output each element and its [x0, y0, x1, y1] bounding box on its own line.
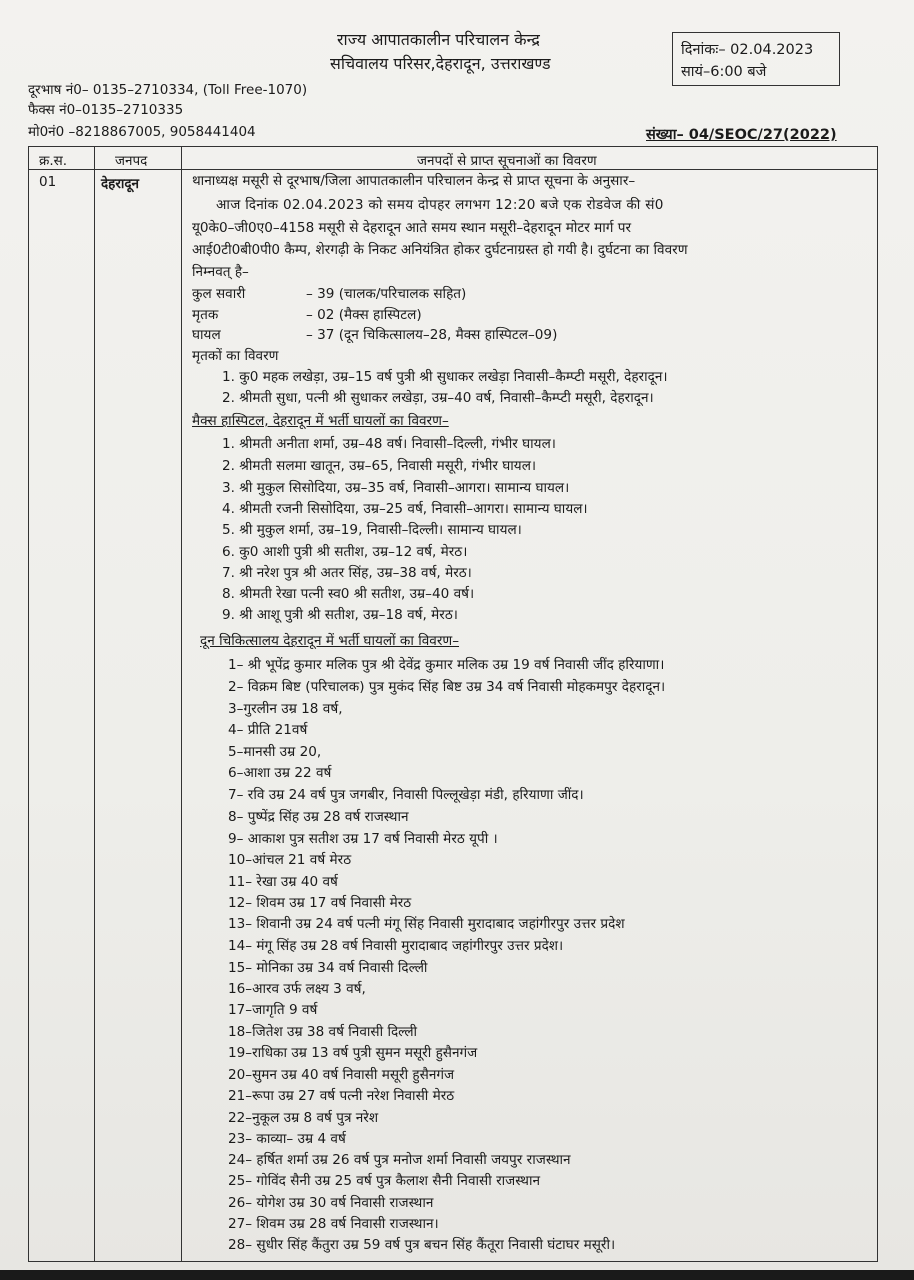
fax-number: फैक्स नं0–0135–2710335	[28, 102, 184, 118]
page-bottom-edge	[0, 1270, 914, 1280]
report-intro: थानाध्यक्ष मसूरी से दूरभाष/जिला आपातकालीन परिचालन केन्द्र से प्राप्त सूचना के अनुसार–	[192, 173, 636, 189]
stat-value: – 39 (चालक/परिचालक सहित)	[306, 286, 467, 302]
reference-number: संख्या– 04/SEOC/27(2022)	[646, 127, 837, 143]
deceased-item: 2. श्रीमती सुधा, पत्नी श्री सुधाकर लखेड़ा, उम्र–40 वर्ष, निवासी–कैम्प्टी मसूरी, देहरादून।	[222, 390, 654, 406]
doon-injured-item: 6–आशा उम्र 22 वर्ष	[228, 765, 332, 781]
max-injured-item: 2. श्रीमती सलमा खातून, उम्र–65, निवासी मसूरी, गंभीर घायल।	[222, 458, 537, 474]
stat-label: कुल सवारी	[192, 286, 246, 302]
doon-injured-item: 26– योगेश उम्र 30 वर्ष निवासी राजस्थान	[228, 1195, 434, 1211]
stat-label: घायल	[192, 327, 221, 343]
org-address: सचिवालय परिसर,देहरादून, उत्तराखण्ड	[330, 54, 551, 73]
doon-injured-item: 5–मानसी उम्र 20,	[228, 744, 322, 760]
doon-injured-item: 14– मंगू सिंह उम्र 28 वर्ष निवासी मुरादाबाद जहांगीरपुर उत्तर प्रदेश।	[228, 938, 564, 954]
time-text: सायं–6:00 बजे	[681, 64, 767, 80]
row-serial: 01	[39, 174, 57, 190]
doon-injured-item: 2– विक्रम बिष्ट (परिचालक) पुत्र मुकंद सिंह बिष्ट उम्र 34 वर्ष निवासी मोहकमपुर देहरादून।	[228, 679, 666, 695]
max-injured-item: 5. श्री मुकुल शर्मा, उम्र–19, निवासी–दिल्ली। सामान्य घायल।	[222, 522, 522, 538]
stat-value: – 02 (मैक्स हास्पिटल)	[306, 307, 422, 323]
doon-injured-item: 20–सुमन उम्र 40 वर्ष निवासी मसूरी हुसैनगंज	[228, 1067, 455, 1083]
header-divider	[29, 169, 877, 170]
header-details: जनपदों से प्राप्त सूचनाओं का विवरण	[417, 153, 597, 169]
max-injured-item: 7. श्री नरेश पुत्र श्री अतर सिंह, उम्र–38 वर्ष, मेरठ।	[222, 565, 472, 581]
report-paragraph-line: निम्नवत् है–	[192, 264, 249, 280]
doon-injured-item: 7– रवि उम्र 24 वर्ष पुत्र जगबीर, निवासी पिल्लूखेड़ा मंडी, हरियाणा जींद।	[228, 787, 584, 803]
doon-injured-item: 19–राधिका उम्र 13 वर्ष पुत्री सुमन मसूरी हुसैनगंज	[228, 1045, 478, 1061]
mobile-number: मो0नं0 –8218867005, 9058441404	[28, 124, 256, 140]
max-hospital-heading: मैक्स हास्पिटल, देहरादून में भर्ती घायलों का विवरण–	[192, 413, 449, 429]
deceased-item: 1. कु0 महक लखेड़ा, उम्र–15 वर्ष पुत्री श्री सुधाकर लखेड़ा निवासी–कैम्प्टी मसूरी, देहरादून।	[222, 369, 668, 385]
report-paragraph-line: आज दिनांक 02.04.2023 को समय दोपहर लगभग 12:20 बजे एक रोडवेज की सं0	[216, 197, 664, 213]
doon-injured-item: 18–जितेश उम्र 38 वर्ष निवासी दिल्ली	[228, 1024, 418, 1040]
row-district: देहरादून	[101, 176, 140, 192]
max-injured-item: 6. कु0 आशी पुत्री श्री सतीश, उम्र–12 वर्ष, मेरठ।	[222, 544, 468, 560]
doon-injured-item: 21–रूपा उम्र 27 वर्ष पत्नी नरेश निवासी मेरठ	[228, 1088, 455, 1104]
doon-injured-item: 24– हर्षित शर्मा उम्र 26 वर्ष पुत्र मनोज शर्मा निवासी जयपुर राजस्थान	[228, 1152, 571, 1168]
max-injured-item: 1. श्रीमती अनीता शर्मा, उम्र–48 वर्ष। निवासी–दिल्ली, गंभीर घायल।	[222, 436, 556, 452]
doon-injured-item: 1– श्री भूपेंद्र कुमार मलिक पुत्र श्री देवेंद्र कुमार मलिक उम्र 19 वर्ष निवासी जींद हरियाणा।	[228, 657, 665, 673]
doon-injured-item: 4– प्रीति 21वर्ष	[228, 722, 308, 738]
doon-injured-item: 28– सुधीर सिंह कैंतुरा उम्र 59 वर्ष पुत्र बचन सिंह कैंतूरा निवासी घंटाघर मसूरी।	[228, 1237, 616, 1253]
column-divider	[181, 147, 182, 1261]
max-injured-item: 3. श्री मुकुल सिसोदिया, उम्र–35 वर्ष, निवासी–आगरा। सामान्य घायल।	[222, 480, 570, 496]
phone-number: दूरभाष नं0– 0135–2710334, (Toll Free-1070)	[28, 82, 308, 98]
doon-injured-item: 12– शिवम उम्र 17 वर्ष निवासी मेरठ	[228, 895, 412, 911]
doon-injured-item: 25– गोविंद सैनी उम्र 25 वर्ष पुत्र कैलाश सैनी निवासी राजस्थान	[228, 1173, 541, 1189]
doon-injured-item: 3–गुरलीन उम्र 18 वर्ष,	[228, 701, 343, 717]
report-paragraph-line: आई0टी0बी0पी0 कैम्प, शेरगढ़ी के निकट अनियंत्रित होकर दुर्घटनाग्रस्त हो गयी है। दुर्घटना का विवरण	[192, 242, 688, 258]
doon-injured-item: 23– काव्या– उम्र 4 वर्ष	[228, 1131, 346, 1147]
doon-injured-item: 15– मोनिका उम्र 34 वर्ष निवासी दिल्ली	[228, 960, 428, 976]
doon-injured-item: 11– रेखा उम्र 40 वर्ष	[228, 874, 338, 890]
doon-injured-item: 27– शिवम उम्र 28 वर्ष निवासी राजस्थान।	[228, 1216, 439, 1232]
doon-injured-item: 22–नुकूल उम्र 8 वर्ष पुत्र नरेश	[228, 1110, 379, 1126]
max-injured-item: 9. श्री आशू पुत्री श्री सतीश, उम्र–18 वर्ष, मेरठ।	[222, 607, 458, 623]
doon-injured-item: 17–जागृति 9 वर्ष	[228, 1002, 318, 1018]
doon-injured-item: 8– पुष्पेंद्र सिंह उम्र 28 वर्ष राजस्थान	[228, 809, 409, 825]
doon-hospital-heading: दून चिकित्सालय देहरादून में भर्ती घायलों का विवरण–	[200, 633, 460, 649]
doon-injured-item: 16–आरव उर्फ लक्ष्य 3 वर्ष,	[228, 981, 366, 997]
stat-value: – 37 (दून चिकित्सालय–28, मैक्स हास्पिटल–09)	[306, 327, 558, 343]
doon-injured-item: 13– शिवानी उम्र 24 वर्ष पत्नी मंगू सिंह निवासी मुरादाबाद जहांगीरपुर उत्तर प्रदेश	[228, 916, 625, 932]
doon-injured-item: 10–आंचल 21 वर्ष मेरठ	[228, 852, 352, 868]
header-serial: क्र.स.	[39, 153, 68, 169]
deceased-heading: मृतकों का विवरण	[192, 348, 279, 364]
column-divider	[94, 147, 95, 1261]
report-paragraph-line: यू0के0–जी0ए0–4158 मसूरी से देहरादून आते समय स्थान मसूरी–देहरादून मोटर मार्ग पर	[192, 220, 632, 236]
date-text: दिनांकः– 02.04.2023	[681, 42, 814, 58]
header-district: जनपद	[115, 153, 148, 169]
org-name: राज्य आपातकालीन परिचालन केन्द्र	[337, 30, 540, 49]
date-box	[672, 32, 840, 86]
max-injured-item: 8. श्रीमती रेखा पत्नी स्व0 श्री सतीश, उम्र–40 वर्ष।	[222, 586, 475, 602]
doon-injured-item: 9– आकाश पुत्र सतीश उम्र 17 वर्ष निवासी मेरठ यूपी ।	[228, 831, 498, 847]
max-injured-item: 4. श्रीमती रजनी सिसोदिया, उम्र–25 वर्ष, निवासी–आगरा। सामान्य घायल।	[222, 501, 588, 517]
stat-label: मृतक	[192, 307, 219, 323]
